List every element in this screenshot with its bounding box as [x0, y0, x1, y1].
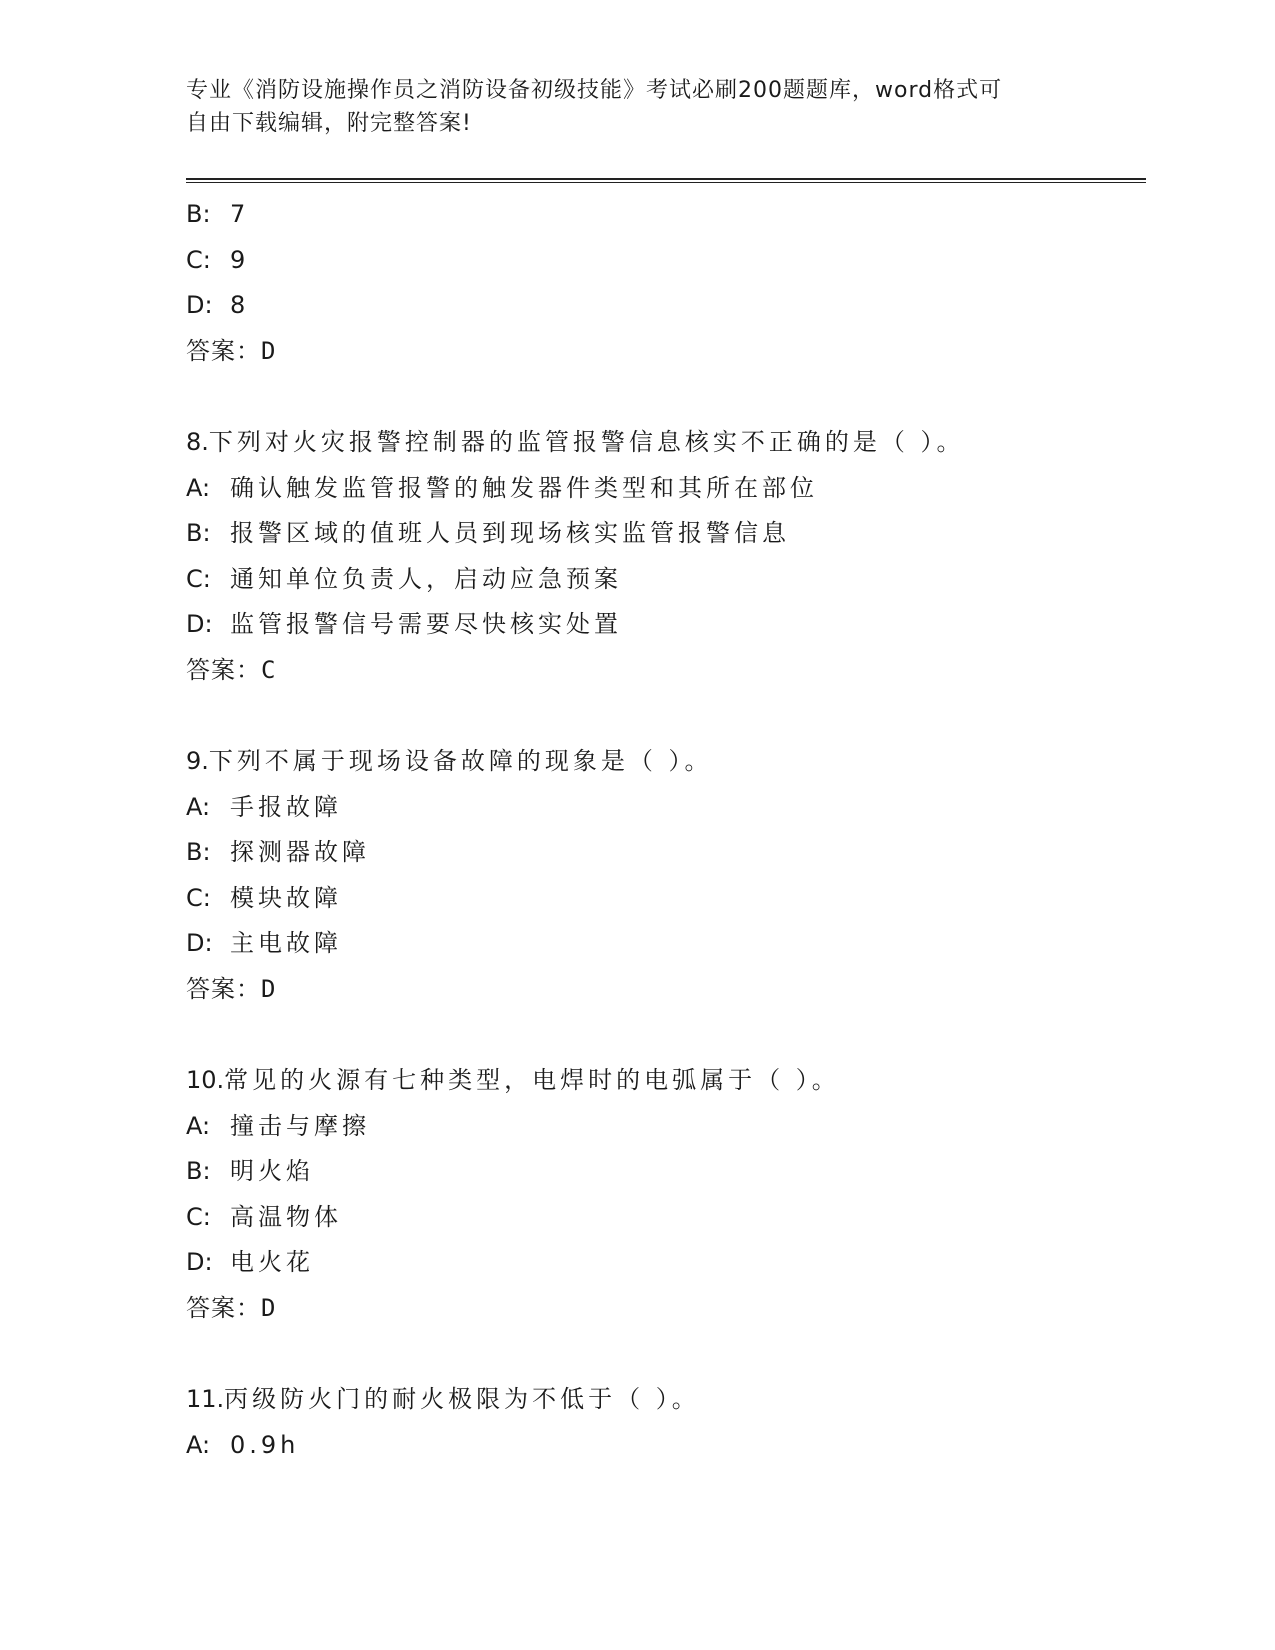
header-divider — [186, 178, 1146, 183]
answer-line: 答案：D — [186, 1293, 277, 1322]
question-block-prev — [186, 192, 1146, 374]
question-block-8 — [186, 420, 1146, 693]
option-b: B: 探测器故障 — [186, 838, 370, 866]
option-c: C: 高温物体 — [186, 1202, 342, 1231]
answer-line: 答案：C — [186, 655, 277, 684]
option-d: D: 8 — [186, 291, 250, 319]
header-title-line-2: 自由下载编辑，附完整答案! — [186, 111, 472, 136]
option-a: A: 撞击与摩擦 — [186, 1111, 370, 1140]
option-c: C: 通知单位负责人，启动应急预案 — [186, 564, 622, 593]
question-stem: 9.下列不属于现场设备故障的现象是（ ）。 — [186, 747, 713, 775]
option-b: B: 明火焰 — [186, 1157, 314, 1185]
question-stem: 8.下列对火灾报警控制器的监管报警信息核实不正确的是（ ）。 — [186, 428, 965, 456]
document-header — [186, 74, 1066, 140]
option-d: D: 电火花 — [186, 1248, 314, 1276]
option-b: B: 报警区域的值班人员到现场核实监管报警信息 — [186, 519, 790, 547]
option-b: B: 7 — [186, 200, 250, 228]
option-c: C: 模块故障 — [186, 883, 342, 912]
question-block-11 — [186, 1377, 1146, 1468]
option-a: A: 确认触发监管报警的触发器件类型和其所在部位 — [186, 473, 818, 502]
option-d: D: 监管报警信号需要尽快核实处置 — [186, 610, 622, 638]
answer-line: 答案：D — [186, 336, 277, 365]
option-a: A: 0.9h — [186, 1430, 300, 1459]
answer-line: 答案：D — [186, 974, 277, 1003]
option-d: D: 主电故障 — [186, 929, 342, 957]
header-title-line-1: 专业《消防设施操作员之消防设备初级技能》考试必刷200题题库，word格式可 — [186, 78, 1003, 103]
question-block-9 — [186, 739, 1146, 1012]
option-a: A: 手报故障 — [186, 792, 342, 821]
question-stem: 11.丙级防火门的耐火极限为不低于（ ）。 — [186, 1385, 700, 1413]
option-c: C: 9 — [186, 245, 250, 274]
question-block-10 — [186, 1058, 1146, 1331]
question-stem: 10.常见的火源有七种类型，电焊时的电弧属于（ ）。 — [186, 1066, 840, 1094]
question-list — [186, 192, 1146, 1468]
